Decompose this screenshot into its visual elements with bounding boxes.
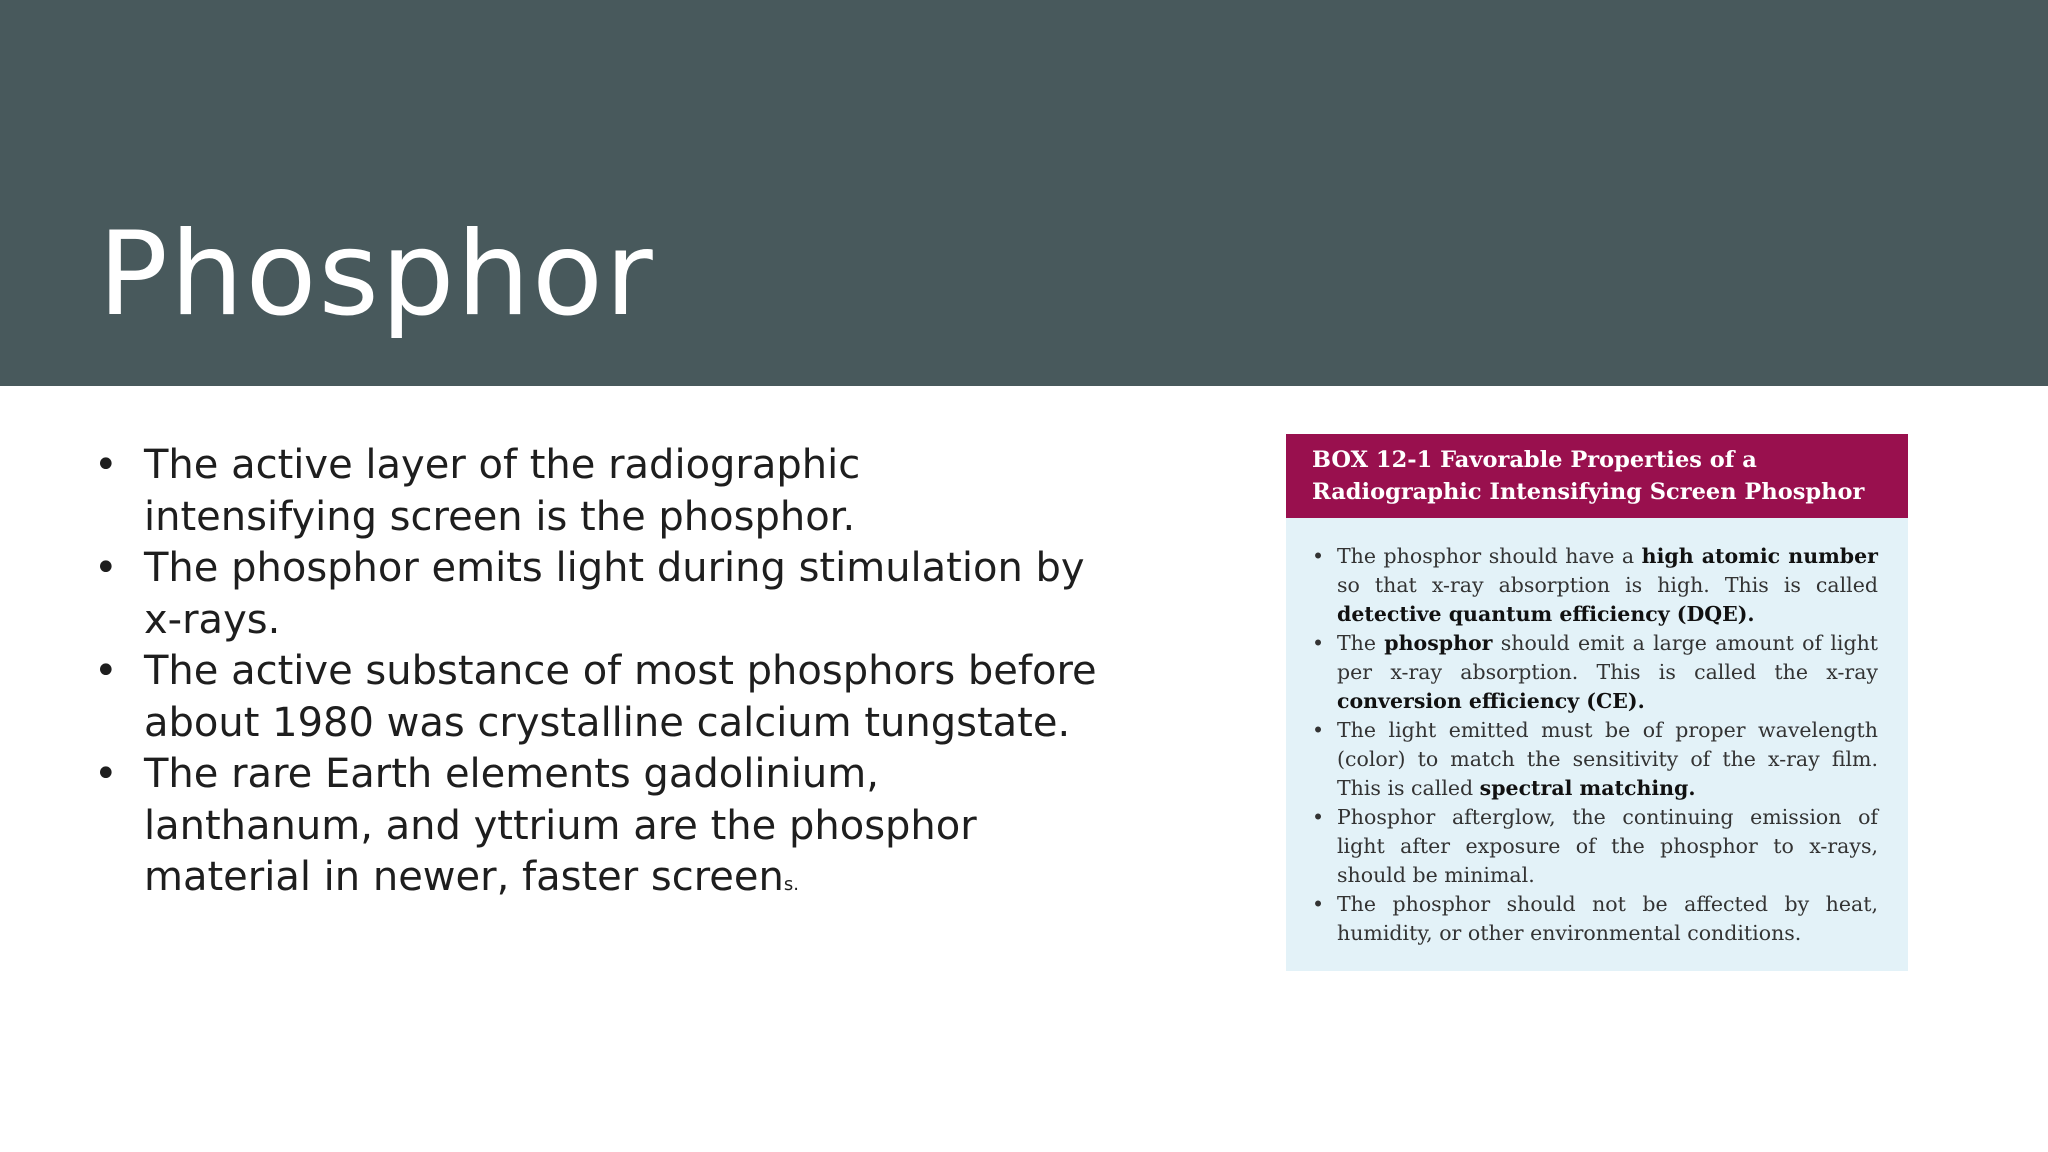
box-bullet-dot: • xyxy=(1312,631,1325,655)
box-item xyxy=(1312,716,1878,803)
box-bullet-dot: • xyxy=(1312,892,1325,916)
box-bullet-dot: • xyxy=(1312,544,1325,568)
box-bullet-dot: • xyxy=(1312,718,1325,742)
bullet-item xyxy=(94,646,1104,749)
box-item xyxy=(1312,803,1878,890)
box-item-bold: spectral matching. xyxy=(1479,776,1696,800)
bullet-dot: • xyxy=(94,751,118,797)
bullet-text: The active layer of the radiographic intensifying screen is the phosphor. xyxy=(144,442,861,540)
box-item-text: Phosphor afterglow, the continuing emission of light after exposure of the phosphor to x-rays, should be minimal. xyxy=(1337,805,1878,887)
box-item-text: The light emitted must be of proper wavelength (color) to match the sensitivity of the x-ray film. This is called xyxy=(1337,718,1878,800)
bullet-dot: • xyxy=(94,545,118,591)
bullet-dot: • xyxy=(94,442,118,488)
box-bullet-dot: • xyxy=(1312,805,1325,829)
bullet-text: The rare Earth elements gadolinium, lanthanum, and yttrium are the phosphor material in newer, faster screen xyxy=(144,751,977,900)
bullet-text: The phosphor emits light during stimulation by x-rays. xyxy=(144,545,1085,643)
box-item xyxy=(1312,629,1878,716)
bullet-item xyxy=(94,440,1104,543)
box-header xyxy=(1286,434,1908,518)
properties-box xyxy=(1286,434,1908,971)
box-item-text: The xyxy=(1337,631,1385,655)
box-item xyxy=(1312,542,1878,629)
bullet-item xyxy=(94,543,1104,646)
box-title: BOX 12-1 Favorable Properties of a Radiographic Intensifying Screen Phosphor xyxy=(1312,447,1865,505)
title-bar xyxy=(0,0,2048,386)
box-item-bold: phosphor xyxy=(1384,631,1493,655)
box-list xyxy=(1286,518,1908,948)
box-item-bold: conversion efficiency (CE). xyxy=(1337,689,1645,713)
box-item xyxy=(1312,890,1878,948)
bullet-list xyxy=(94,440,1104,911)
slide-title: Phosphor xyxy=(98,207,655,342)
bullet-text-suffix: s. xyxy=(783,874,799,895)
box-item-bold: high atomic number xyxy=(1641,544,1878,568)
box-item-text: so that x-ray absorption is high. This is called xyxy=(1337,573,1878,597)
bullet-dot: • xyxy=(94,648,118,694)
bullet-text: The active substance of most phosphors before about 1980 was crystalline calcium tungstate. xyxy=(144,648,1097,746)
box-item-text: The phosphor should have a xyxy=(1337,544,1642,568)
box-item-text: should emit a large amount of light per x-ray absorption. This is called the x-ray xyxy=(1337,631,1879,684)
box-item-text: The phosphor should not be affected by heat, humidity, or other environmental conditions. xyxy=(1337,892,1878,945)
bullet-item xyxy=(94,749,1104,911)
box-item-bold: detective quantum efficiency (DQE). xyxy=(1337,602,1755,626)
